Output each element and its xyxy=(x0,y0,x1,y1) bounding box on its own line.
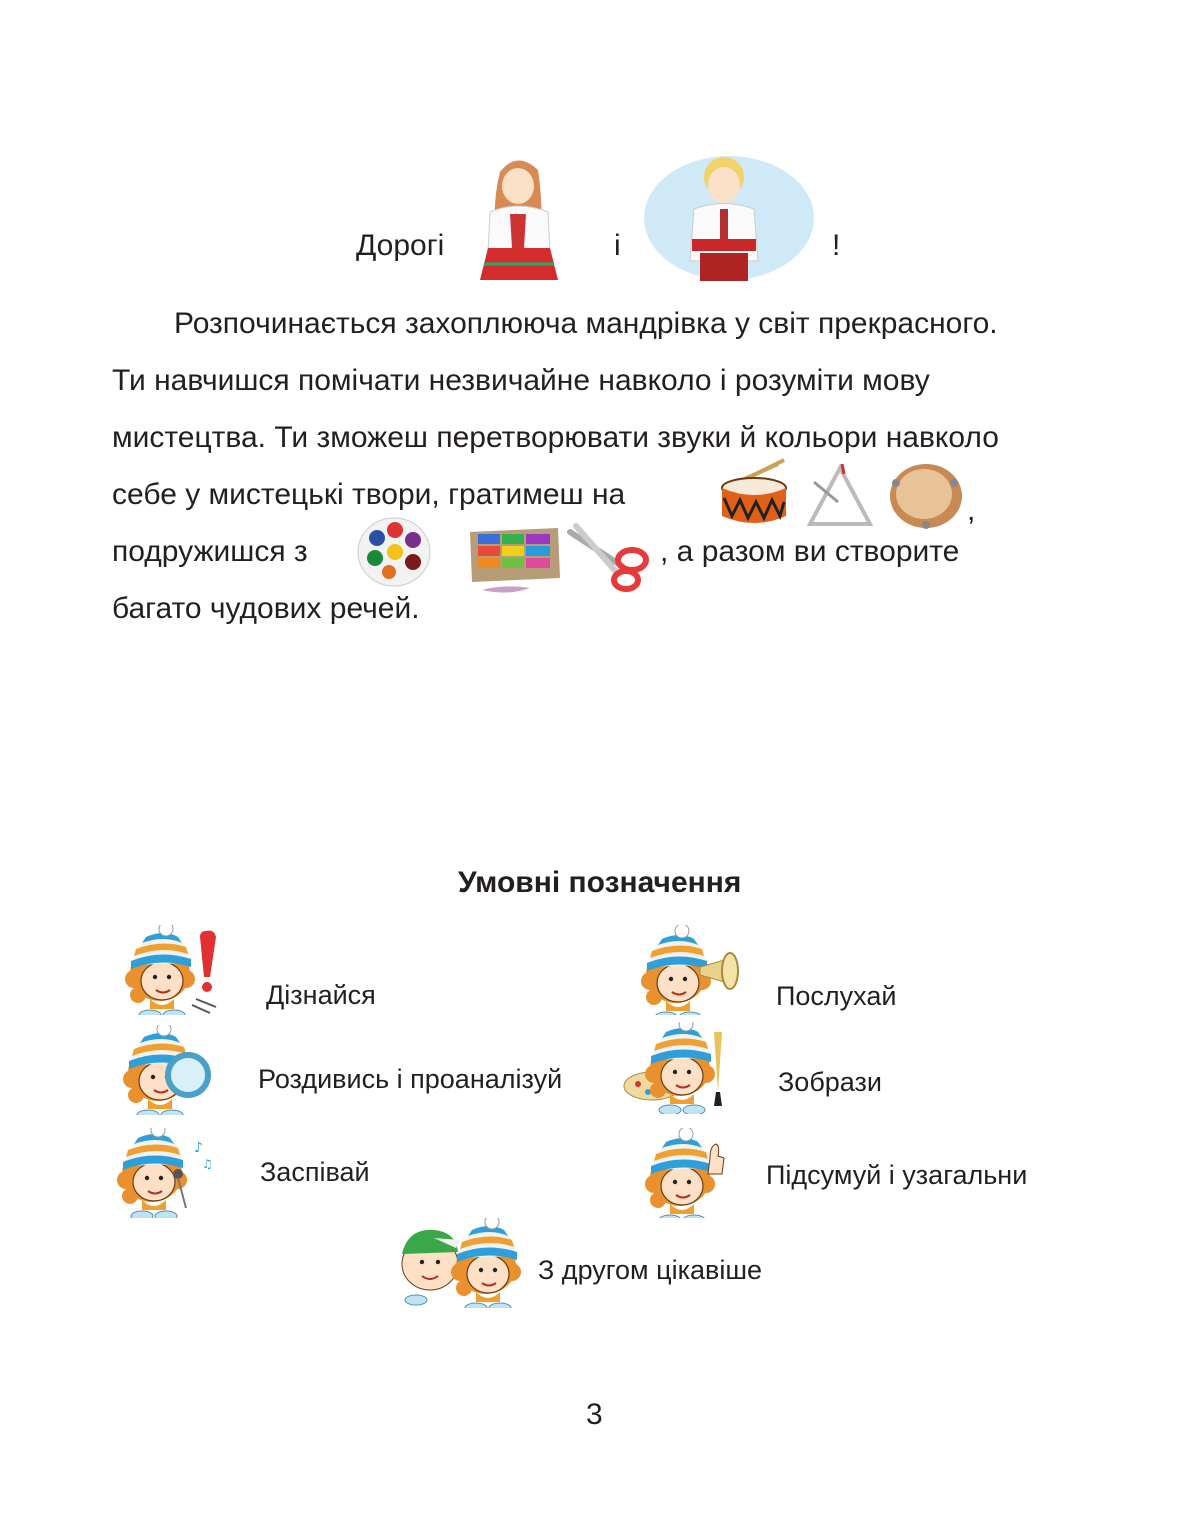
greeting-conjunction: і xyxy=(614,229,621,262)
intro-line-3: мистецтва. Ти зможеш перетворювати звуки й кольори навколо xyxy=(112,421,999,454)
intro-line-1: Розпочинається захоплююча мандрівка у світ прекрасного. xyxy=(174,307,998,340)
page-number: 3 xyxy=(586,1398,603,1431)
svg-text:♪: ♪ xyxy=(194,1140,203,1156)
intro-line-4: себе у мистецькі твори, гратимеш на xyxy=(112,478,626,511)
legend-title: Умовні позначення xyxy=(458,866,742,899)
greeting-exclamation: ! xyxy=(832,229,841,262)
svg-text:♫: ♫ xyxy=(202,1157,213,1171)
legend-label-with-friend: З другом цікавіше xyxy=(538,1255,763,1285)
drum-icon xyxy=(718,458,790,528)
boy-illustration xyxy=(644,143,814,283)
intro-line-5-start: подружишся з xyxy=(112,535,308,568)
legend-label-summarize: Підсумуй і узагальни xyxy=(766,1160,1028,1190)
tambourine-icon xyxy=(886,461,966,531)
thumbs-up-mascot-icon xyxy=(640,1128,740,1218)
microphone-mascot-icon xyxy=(114,1128,224,1218)
trumpet-mascot-icon xyxy=(636,925,746,1015)
exclamation-mascot-icon xyxy=(118,925,228,1015)
triangle-instrument-icon xyxy=(804,462,874,530)
intro-line-2: Ти навчишся помічати незвичайне навколо і розуміти мову xyxy=(112,364,930,397)
watercolor-paints-icon xyxy=(355,512,433,590)
magnifier-mascot-icon xyxy=(116,1025,226,1115)
legend-label-sing: Заспівай xyxy=(260,1157,370,1187)
two-friends-mascot-icon xyxy=(394,1218,530,1308)
plasticine-box-icon xyxy=(464,522,564,602)
legend-label-learn: Дізнайся xyxy=(266,980,376,1010)
intro-line-6: багато чудових речей. xyxy=(112,592,420,625)
girl-illustration xyxy=(470,152,565,282)
scissors-icon xyxy=(566,522,654,592)
palette-mascot-icon xyxy=(622,1022,742,1114)
intro-line-5-end: , а разом ви створите xyxy=(660,535,960,568)
legend-label-listen: Послухай xyxy=(776,981,897,1011)
legend-label-examine: Роздивись і проаналізуй xyxy=(258,1064,563,1094)
legend-label-depict: Зобрази xyxy=(778,1067,882,1097)
intro-comma: , xyxy=(967,494,976,527)
greeting-word: Дорогі xyxy=(356,229,445,262)
